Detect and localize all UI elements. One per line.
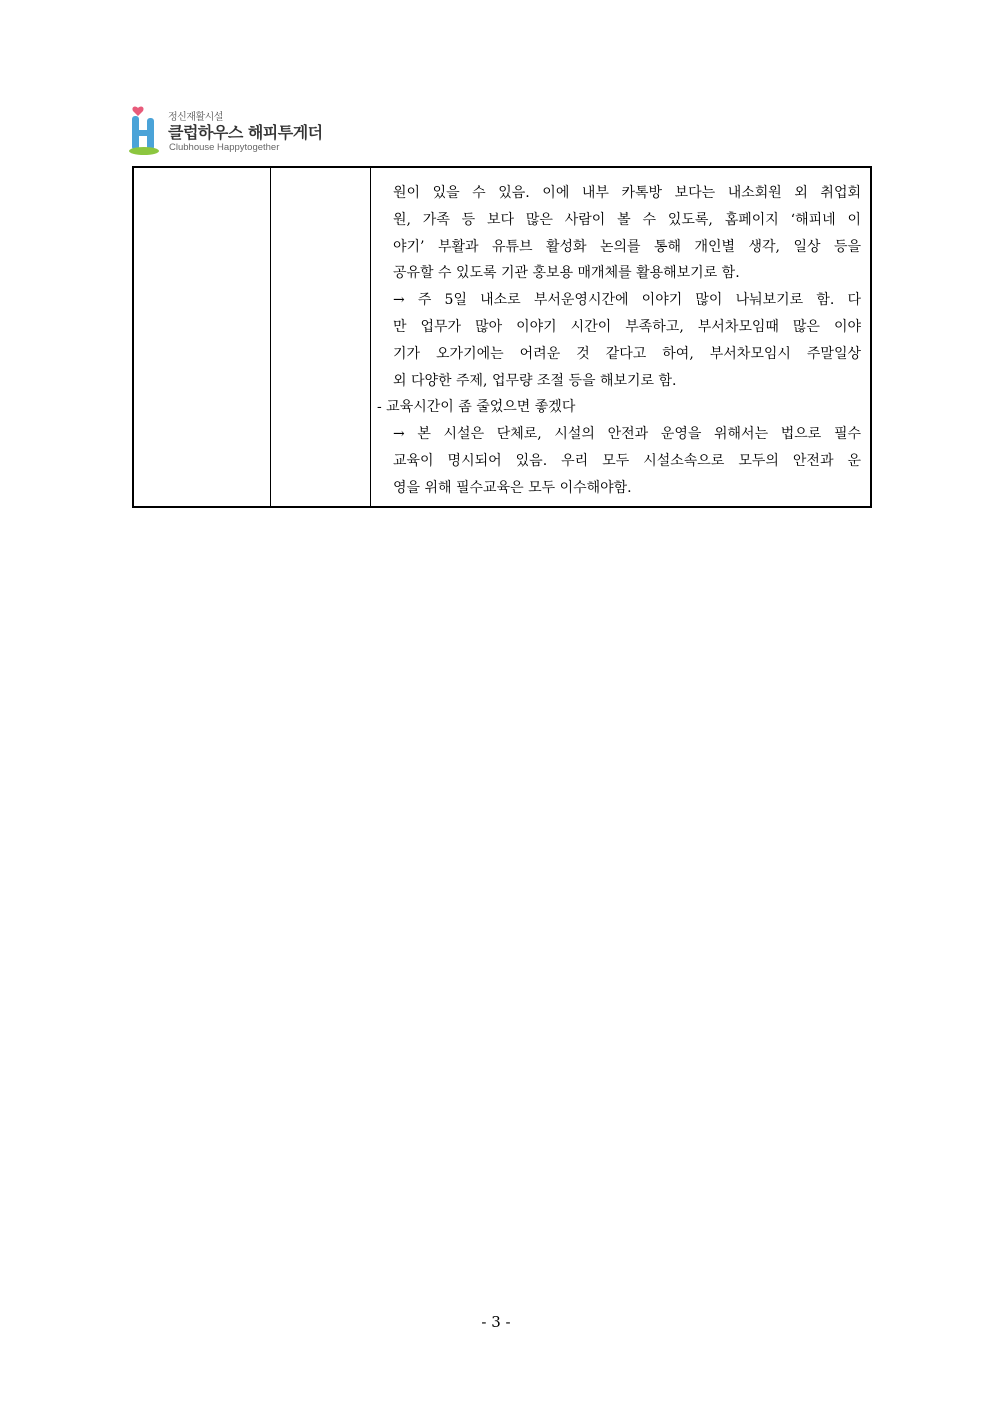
content-line: 공유할 수 있도록 기관 홍보용 매개체를 활용해보기로 함. (393, 265, 740, 282)
content-line: 원이 있을 수 있음. 이에 내부 카톡방 보다는 내소회원 외 취업회 (393, 185, 861, 201)
page-number: - 3 - (481, 1313, 511, 1331)
content-line: 영을 위해 필수교육은 모두 이수해야함. (393, 479, 632, 496)
content-line: → 주 5일 내소로 부서운영시간에 이야기 많이 나눠보기로 함. 다 (393, 292, 861, 309)
table-cell-subcategory (271, 168, 371, 506)
content-line: 원, 가족 등 보다 많은 사람이 볼 수 있도록, 홈페이지 ‘해피네 이 (393, 211, 861, 228)
table-cell-category (134, 168, 271, 506)
table-cell-content (371, 168, 870, 506)
content-line: 교육이 명시되어 있음. 우리 모두 시설소속으로 모두의 안전과 운 (393, 452, 861, 469)
content-line: - 교육시간이 좀 줄었으면 좋겠다 (377, 399, 576, 416)
logo-english-name: Clubhouse Happytogether (169, 142, 280, 153)
logo-h-icon (128, 104, 162, 156)
logo-title: 클럽하우스 해피투게더 (168, 123, 323, 142)
clubhouse-logo (128, 102, 328, 158)
content-line: 기가 오가기에는 어려운 것 같다고 하여, 부서차모임시 주말일상 (393, 345, 861, 362)
logo-subtitle: 정신재활시설 (168, 112, 223, 123)
content-line: 외 다양한 주제, 업무량 조절 등을 해보기로 함. (393, 372, 677, 389)
content-line: 만 업무가 많아 이야기 시간이 부족하고, 부서차모임때 많은 이야 (393, 318, 861, 335)
content-line: → 본 시설은 단체로, 시설의 안전과 운영을 위해서는 법으로 필수 (393, 426, 861, 443)
content-line: 야기’ 부활과 유튜브 활성화 논의를 통해 개인별 생각, 일상 등을 (393, 238, 861, 255)
content-table (132, 166, 872, 508)
